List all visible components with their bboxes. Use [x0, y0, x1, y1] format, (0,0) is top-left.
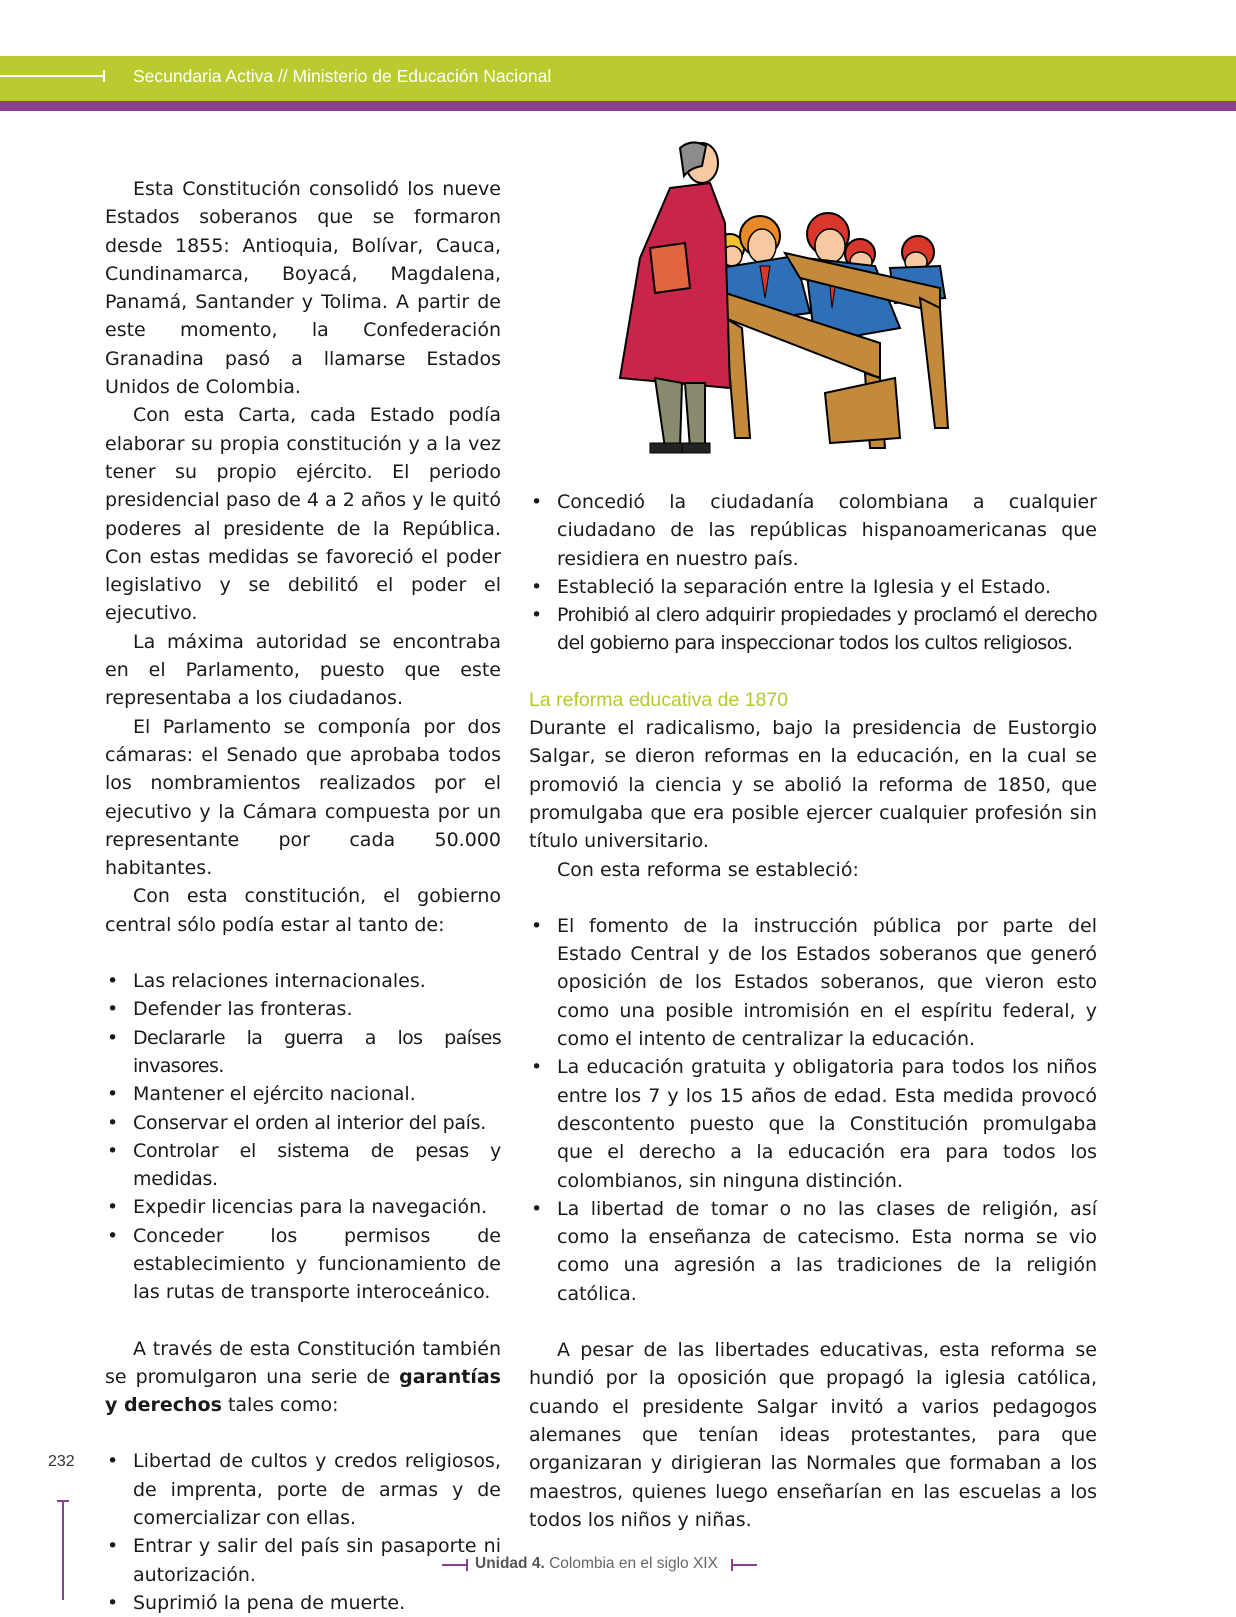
list-item: • Concedió la ciudadanía colombiana a cualquier ciudadano de las repúblicas hispanoamericanas que residiera en nuestro país. — [529, 488, 1097, 573]
list-item: • Conservar el orden al interior del país. — [105, 1109, 501, 1137]
rights-list-continued — [529, 488, 1097, 658]
list-item: • Conceder los permisos de establecimiento y funcionamiento de las rutas de transporte interoceánico. — [105, 1222, 501, 1307]
reform-list — [529, 912, 1097, 1308]
right-column — [529, 488, 1097, 1534]
margin-rule — [62, 1500, 64, 1600]
footer-title — [475, 1555, 718, 1573]
rights-list — [105, 1447, 501, 1617]
list-item: • La educación gratuita y obligatoria para todos los niños entre los 7 y los 15 años de edad. Esta medida provocó descontento puesto que la Constitución promulgaba que el derecho a la educación era para todos los colombianos, sin ninguna distinción. — [529, 1053, 1097, 1194]
list-item: • El fomento de la instrucción pública por parte del Estado Central y de los Estados soberanos que generó oposición de los Estados soberanos, que vieron esto como una posible intromisión en el espíritu federal, y como el intento de centralizar la educación. — [529, 912, 1097, 1053]
list-item: • Libertad de cultos y credos religiosos, de imprenta, porte de armas y de comercializar con ellas. — [105, 1447, 501, 1532]
footer-unit: Unidad 4. — [475, 1555, 545, 1572]
paragraph: Esta Constitución consolidó los nueve Estados soberanos que se formaron desde 1855: Antioquia, Bolívar, Cauca, Cundinamarca, Boyacá, Magdalena, Panamá, Santander y Tolima. A partir de este momento, la Confederación Granadina pasó a llamarse Estados Unidos de Colombia. — [105, 178, 501, 399]
footer-unit-title: Colombia en el siglo XIX — [544, 1555, 718, 1572]
list-item: • Expedir licencias para la navegación. — [105, 1193, 501, 1221]
paragraph: A pesar de las libertades educativas, esta reforma se hundió por la oposición que propagó la iglesia católica, cuando el presidente Salgar invitó a varios pedagogos alemanes que tenían ideas protestantes, para que organizaran y dirigieran las Normales que formaban a los maestros, quienes luego enseñarían en las escuelas a los todos los niños y niñas. — [529, 1339, 1097, 1531]
paragraph: Con esta Carta, cada Estado podía elaborar su propia constitución y a la vez tener su propio ejército. El periodo presidencial paso de 4 a 2 años y le quitó poderes al presidente de la República. Con estas medidas se favoreció el poder legislativo y se debilitó el poder el ejecutivo. — [105, 404, 501, 625]
list-item: • Suprimió la pena de muerte. — [105, 1589, 501, 1617]
header-rule-tick — [103, 70, 105, 82]
footer-rule-right — [731, 1564, 757, 1566]
list-item: • Estableció la separación entre la Iglesia y el Estado. — [529, 573, 1097, 601]
list-item: • Mantener el ejército nacional. — [105, 1080, 501, 1108]
teacher-figure — [620, 142, 730, 453]
list-item: • La libertad de tomar o no las clases de religión, así como la enseñanza de catecismo. Esta norma se vio como una agresión a las tradiciones de la religión católica. — [529, 1195, 1097, 1308]
margin-rule-tick — [57, 1500, 69, 1502]
page-number: 232 — [48, 1453, 75, 1470]
footer-tick-left — [466, 1559, 468, 1571]
footer-rule-left — [442, 1564, 468, 1566]
paragraph: Durante el radicalismo, bajo la presidencia de Eustorgio Salgar, se dieron reformas en la educación, en la cual se promovió la ciencia y se abolió la reforma de 1850, que promulgaba que era posible ejercer cualquier profesión sin título universitario. — [529, 717, 1097, 853]
list-item: • Entrar y salir del país sin pasaporte ni autorización. — [105, 1532, 501, 1589]
header-stripe — [0, 101, 1236, 111]
paragraph: La máxima autoridad se encontraba en el Parlamento, puesto que este representaba a los ciudadanos. — [105, 630, 501, 710]
list-item: • Controlar el sistema de pesas y medidas. — [105, 1137, 501, 1194]
paragraph: Con esta constitución, el gobierno central sólo podía estar al tanto de: — [105, 885, 501, 936]
list-item: • Prohibió al clero adquirir propiedades y proclamó el derecho del gobierno para inspeccionar todos los cultos religiosos. — [529, 601, 1097, 658]
paragraph: Con esta reforma se estableció: — [557, 858, 859, 881]
text-run: tales como: — [221, 1394, 339, 1417]
classroom-illustration — [610, 138, 966, 463]
bold-term: garantías y derechos — [105, 1365, 501, 1417]
list-item: • Defender las fronteras. — [105, 995, 501, 1023]
list-item: • Declararle la guerra a los países invasores. — [105, 1024, 501, 1081]
central-powers-list — [105, 967, 501, 1307]
header-title: Secundaria Activa // Ministerio de Educación Nacional — [133, 66, 552, 86]
text-run: A través de esta Constitución también se promulgaron una serie de — [105, 1337, 501, 1388]
paragraph — [105, 1335, 501, 1420]
left-column — [105, 175, 501, 1617]
header-rule — [0, 75, 103, 77]
section-heading: La reforma educativa de 1870 — [529, 688, 789, 711]
footer — [0, 1553, 1236, 1577]
list-item: • Las relaciones internacionales. — [105, 967, 501, 995]
paragraph: El Parlamento se componía por dos cámaras: el Senado que aprobaba todos los nombramientos realizados por el ejecutivo y la Cámara compuesta por un representante por cada 50.000 habitantes. — [105, 715, 501, 880]
